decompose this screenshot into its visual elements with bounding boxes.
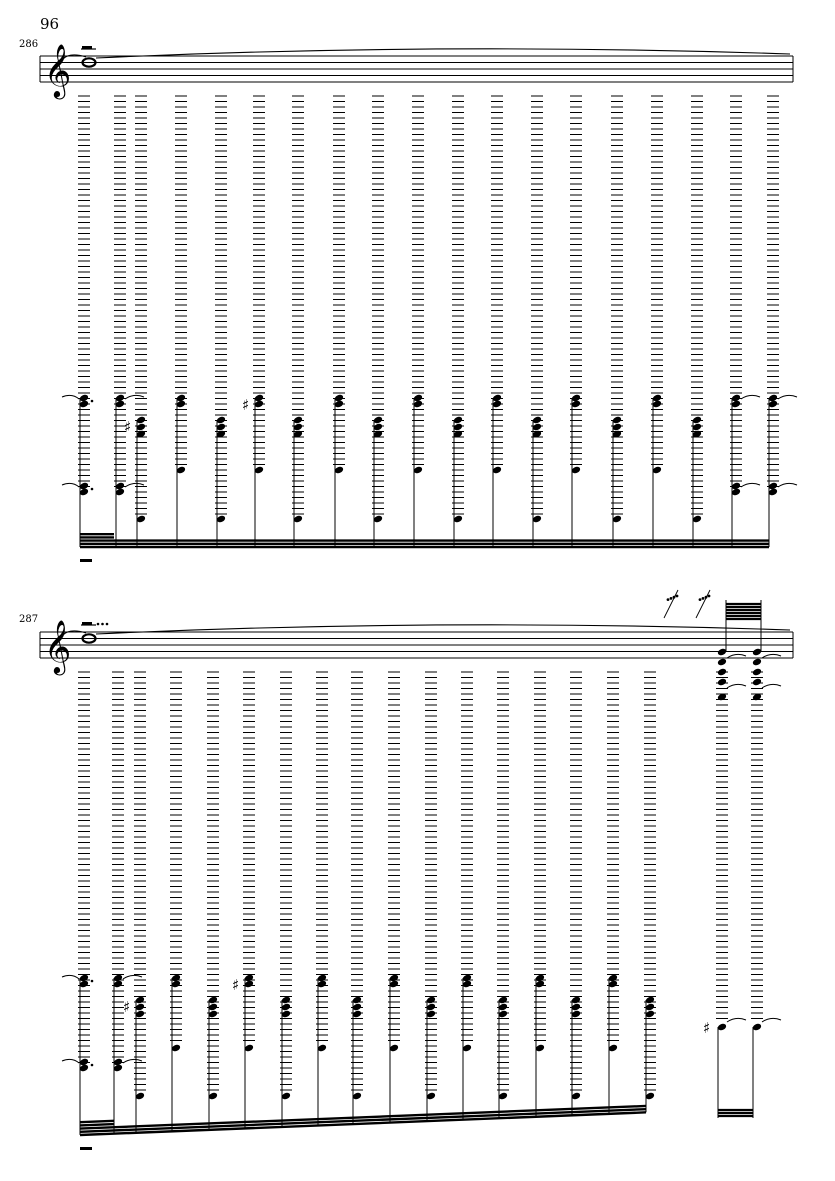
tie-arc — [727, 1018, 746, 1022]
chord — [207, 672, 219, 1130]
grace-note — [702, 597, 705, 600]
dot — [91, 400, 94, 403]
ledger-lines — [716, 672, 728, 1019]
sharp-accidental: ♯ — [232, 976, 240, 994]
chord — [232, 672, 255, 1128]
rest-mark — [82, 46, 92, 49]
chord — [767, 96, 797, 547]
chord — [280, 672, 292, 1127]
grace-note — [708, 595, 711, 598]
beam — [80, 1106, 646, 1129]
chord — [730, 96, 760, 547]
chord — [651, 96, 663, 547]
chord — [691, 96, 703, 547]
chord — [570, 672, 582, 1115]
dot — [101, 623, 104, 626]
chord — [388, 672, 400, 1122]
tie-arc — [727, 654, 746, 658]
chord — [461, 672, 473, 1120]
sharp-accidental: ♯ — [703, 1019, 711, 1037]
tie-arc — [62, 1059, 79, 1063]
chord — [351, 672, 363, 1124]
chord — [123, 672, 146, 1133]
tie-arc — [778, 483, 797, 487]
treble-clef-icon: 𝄞 — [44, 43, 72, 97]
rest-mark — [82, 622, 92, 625]
notehead — [752, 668, 762, 677]
tie-arc — [741, 483, 760, 487]
long-tie — [96, 625, 790, 634]
notehead — [752, 678, 762, 687]
chord — [644, 672, 656, 1112]
chord — [491, 96, 503, 547]
tie-arc — [741, 395, 760, 399]
chord — [607, 672, 619, 1114]
ledger-lines — [751, 672, 763, 1019]
chord — [316, 672, 328, 1125]
tie-arc — [62, 483, 79, 487]
chord — [175, 96, 187, 547]
tie-arc — [762, 1018, 781, 1022]
tie-arc — [62, 975, 79, 979]
grace-note — [667, 598, 670, 601]
staff-system-287 — [40, 619, 793, 1150]
notehead — [717, 658, 727, 667]
chord — [534, 672, 546, 1117]
tie-arc — [123, 975, 142, 979]
chord — [611, 96, 623, 547]
grace-note — [699, 598, 702, 601]
tie-arc — [778, 395, 797, 399]
tie-arc — [62, 395, 79, 399]
chord — [242, 96, 265, 547]
tie-arc — [762, 684, 781, 688]
beam-partial — [80, 1121, 114, 1122]
chord — [333, 96, 345, 547]
chord — [62, 96, 93, 547]
chord — [372, 96, 384, 547]
chord — [124, 96, 147, 547]
chord — [292, 96, 304, 547]
beam — [80, 1109, 646, 1132]
tie-arc — [727, 684, 746, 688]
sharp-accidental: ♯ — [242, 396, 250, 414]
chord — [497, 672, 509, 1118]
beam — [80, 1112, 646, 1135]
dot — [91, 1064, 94, 1067]
page-number: 96 — [40, 15, 60, 33]
grace-note — [670, 597, 673, 600]
rest-mark — [80, 559, 92, 562]
sharp-accidental: ♯ — [124, 418, 132, 436]
rest-mark — [80, 1147, 92, 1150]
grace-slash — [664, 590, 678, 618]
grace-note — [676, 595, 679, 598]
treble-clef-icon: 𝄞 — [44, 619, 72, 673]
dot — [91, 980, 94, 983]
chord — [62, 672, 93, 1135]
measure-number-287: 287 — [19, 614, 39, 625]
dot — [97, 623, 100, 626]
chord — [170, 672, 182, 1131]
long-tie — [96, 49, 790, 58]
chord — [452, 96, 464, 547]
measure-number-286: 286 — [19, 39, 39, 50]
staff-system-286 — [40, 43, 797, 562]
chord — [215, 96, 227, 547]
dot — [91, 488, 94, 491]
sharp-accidental: ♯ — [123, 998, 131, 1016]
chord — [570, 96, 582, 547]
chord — [425, 672, 437, 1121]
tie-arc — [762, 654, 781, 658]
notehead — [717, 668, 727, 677]
beam-partial — [80, 1124, 114, 1125]
chord — [412, 96, 424, 547]
notehead — [717, 678, 727, 687]
notehead — [752, 658, 762, 667]
grace-chords — [664, 590, 781, 1118]
dot — [106, 623, 109, 626]
grace-slash — [696, 590, 710, 618]
chord — [531, 96, 543, 547]
